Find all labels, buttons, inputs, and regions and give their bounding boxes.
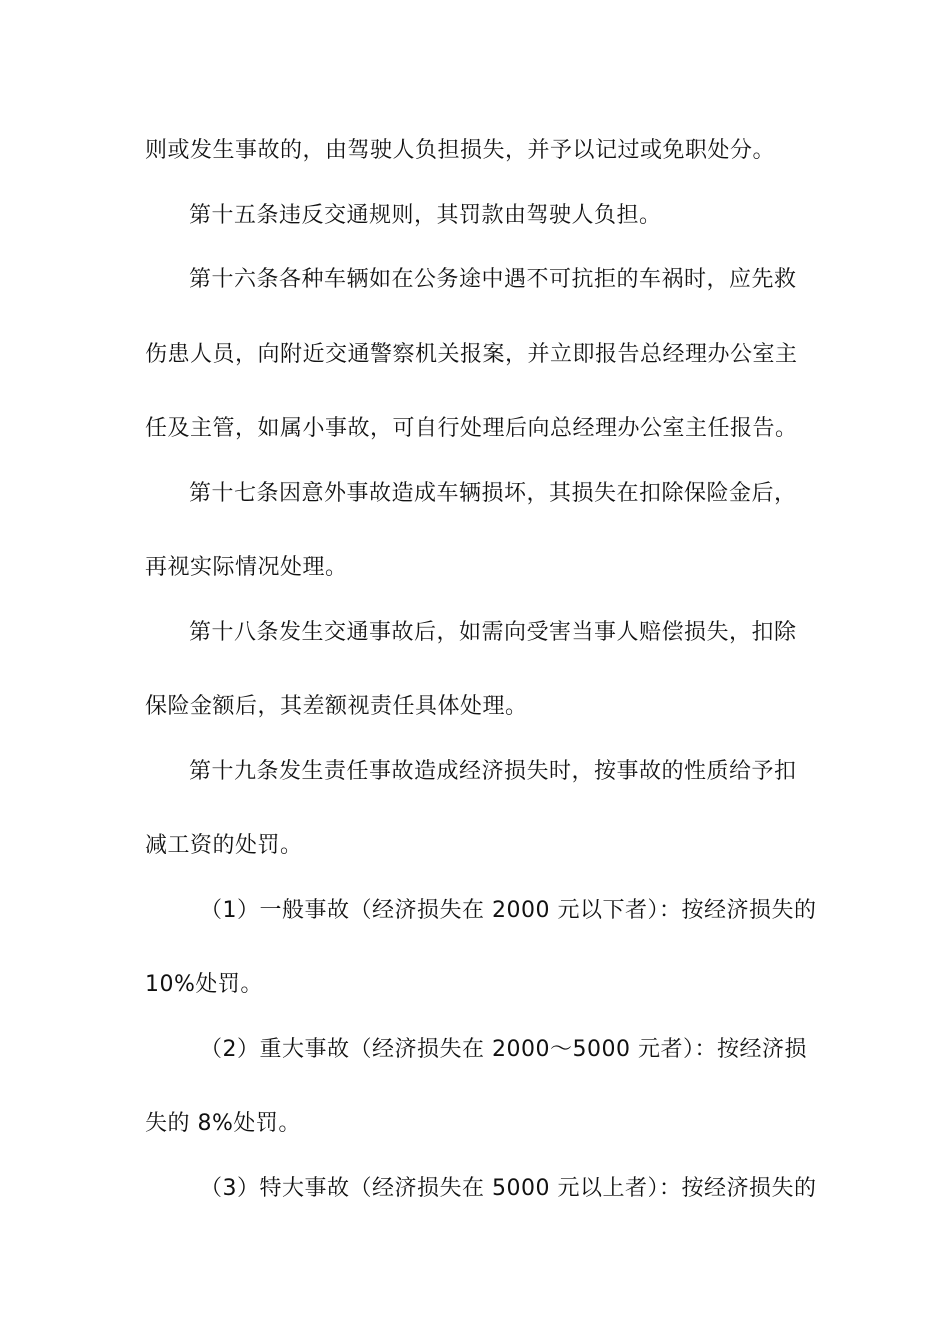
text-line: 再视实际情况处理。 bbox=[145, 555, 348, 580]
text-line: 10%处罚。 bbox=[145, 972, 263, 997]
item-1: （1）一般事故（经济损失在 2000 元以下者）：按经济损失的 bbox=[200, 898, 817, 923]
article-18: 第十八条发生交通事故后，如需向受害当事人赔偿损失，扣除 bbox=[189, 620, 797, 645]
article-19: 第十九条发生责任事故造成经济损失时，按事故的性质给予扣 bbox=[189, 759, 797, 784]
text-line: 则或发生事故的，由驾驶人负担损失，并予以记过或免职处分。 bbox=[145, 138, 776, 163]
text-line: 减工资的处罚。 bbox=[145, 833, 303, 858]
text-line: 失的 8%处罚。 bbox=[145, 1111, 301, 1136]
article-16: 第十六条各种车辆如在公务途中遇不可抗拒的车祸时，应先救 bbox=[189, 267, 797, 292]
article-17: 第十七条因意外事故造成车辆损坏，其损失在扣除保险金后， bbox=[189, 481, 797, 506]
text-line: 伤患人员，向附近交通警察机关报案，并立即报告总经理办公室主 bbox=[145, 342, 798, 367]
text-line: 任及主管，如属小事故，可自行处理后向总经理办公室主任报告。 bbox=[145, 416, 798, 441]
item-3: （3）特大事故（经济损失在 5000 元以上者）：按经济损失的 bbox=[200, 1176, 817, 1201]
article-15: 第十五条违反交通规则，其罚款由驾驶人负担。 bbox=[189, 203, 662, 228]
item-2: （2）重大事故（经济损失在 2000～5000 元者）：按经济损 bbox=[200, 1037, 807, 1062]
text-line: 保险金额后，其差额视责任具体处理。 bbox=[145, 694, 528, 719]
